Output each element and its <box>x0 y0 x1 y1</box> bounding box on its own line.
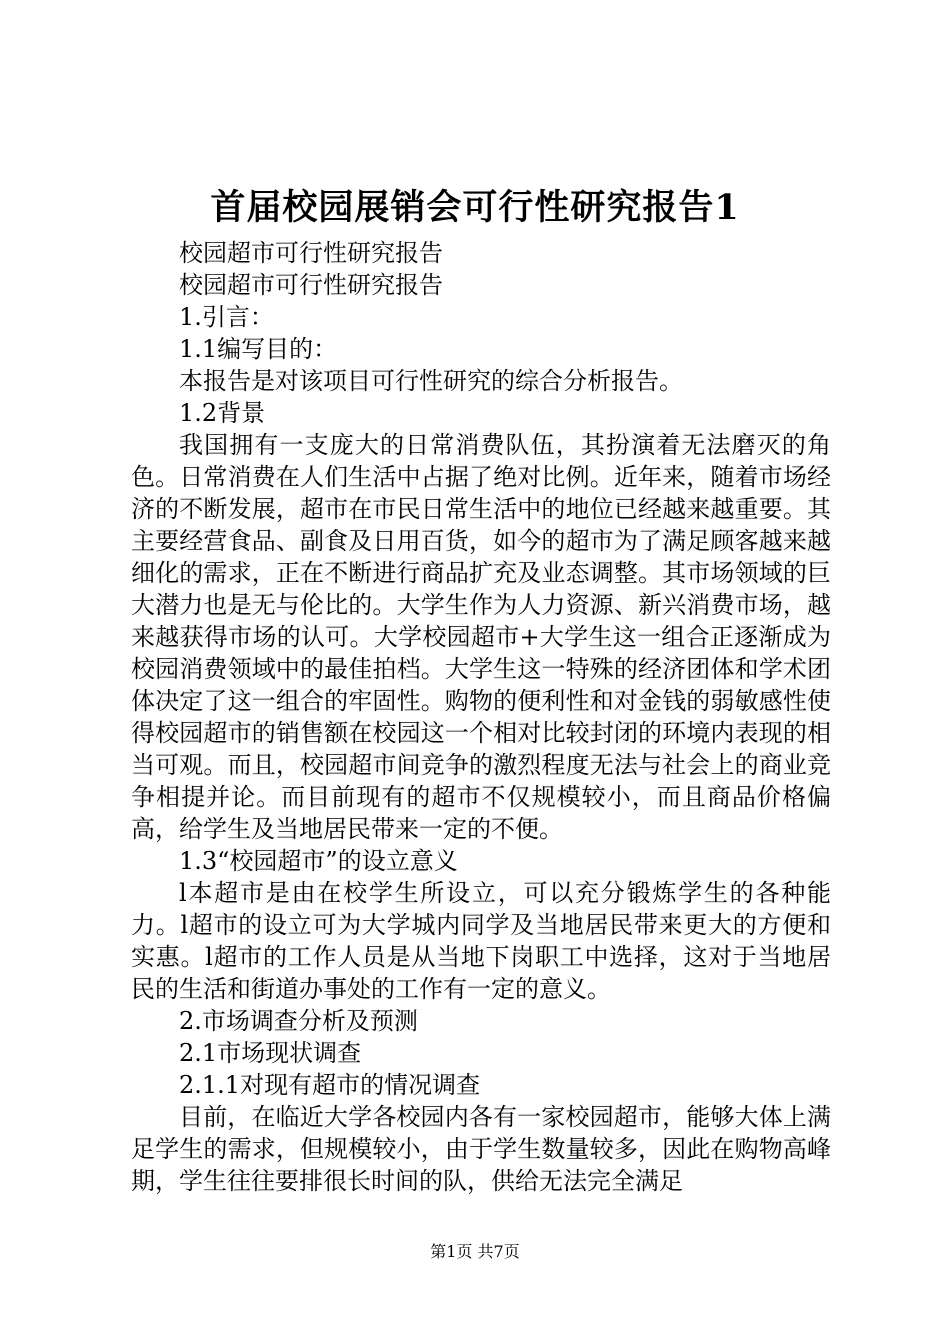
paragraph: l本超市是由在校学生所设立，可以充分锻炼学生的各种能力。l超市的设立可为大学城内同学及当地居民带来更大的方便和实惠。l超市的工作人员是从当地下岗职工中选择，这对于当地居民的生活和街道办事处的工作有一定的意义。 <box>131 879 831 1003</box>
section-heading: 2.市场调查分析及预测 <box>179 1007 418 1035</box>
paragraph: 本报告是对该项目可行性研究的综合分析报告。 <box>179 367 683 395</box>
section-heading: 1.2背景 <box>179 399 266 427</box>
paragraph: 目前，在临近大学各校园内各有一家校园超市，能够大体上满足学生的需求，但规模较小，由于学生数量较多，因此在购物高峰期，学生往往要排很长时间的队，供给无法完全满足 <box>131 1103 831 1195</box>
section-heading: 2.1市场现状调查 <box>179 1039 362 1067</box>
paragraph: 校园超市可行性研究报告 <box>179 271 443 299</box>
paragraph: 我国拥有一支庞大的日常消费队伍，其扮演着无法磨灭的角色。日常消费在人们生活中占据了绝对比例。近年来，随着市场经济的不断发展，超市在市民日常生活中的地位已经越来越重要。其主要经营食品、副食及日用百货，如今的超市为了满足顾客越来越细化的需求，正在不断进行商品扩充及业态调整。其市场领域的巨大潜力也是无与伦比的。大学生作为人力资源、新兴消费市场，越来越获得市场的认可。大学校园超市+大学生这一组合正逐渐成为校园消费领域中的最佳拍档。大学生这一特殊的经济团体和学术团体决定了这一组合的牢固性。购物的便利性和对金钱的弱敏感性使得校园超市的销售额在校园这一个相对比较封闭的环境内表现的相当可观。而且，校园超市间竞争的激烈程度无法与社会上的商业竞争相提并论。而目前现有的超市不仅规模较小，而且商品价格偏高，给学生及当地居民带来一定的不便。 <box>131 431 831 843</box>
section-heading: 1.3“校园超市”的设立意义 <box>179 847 458 875</box>
paragraph: 校园超市可行性研究报告 <box>179 239 443 267</box>
page-footer: 第1页 共7页 <box>430 1242 520 1261</box>
document-title: 首届校园展销会可行性研究报告1 <box>210 187 740 228</box>
section-heading: 2.1.1对现有超市的情况调查 <box>179 1071 481 1099</box>
section-heading: 1.1编写目的： <box>179 335 338 363</box>
section-heading: 1.引言： <box>179 303 274 331</box>
document-body <box>131 237 831 1197</box>
